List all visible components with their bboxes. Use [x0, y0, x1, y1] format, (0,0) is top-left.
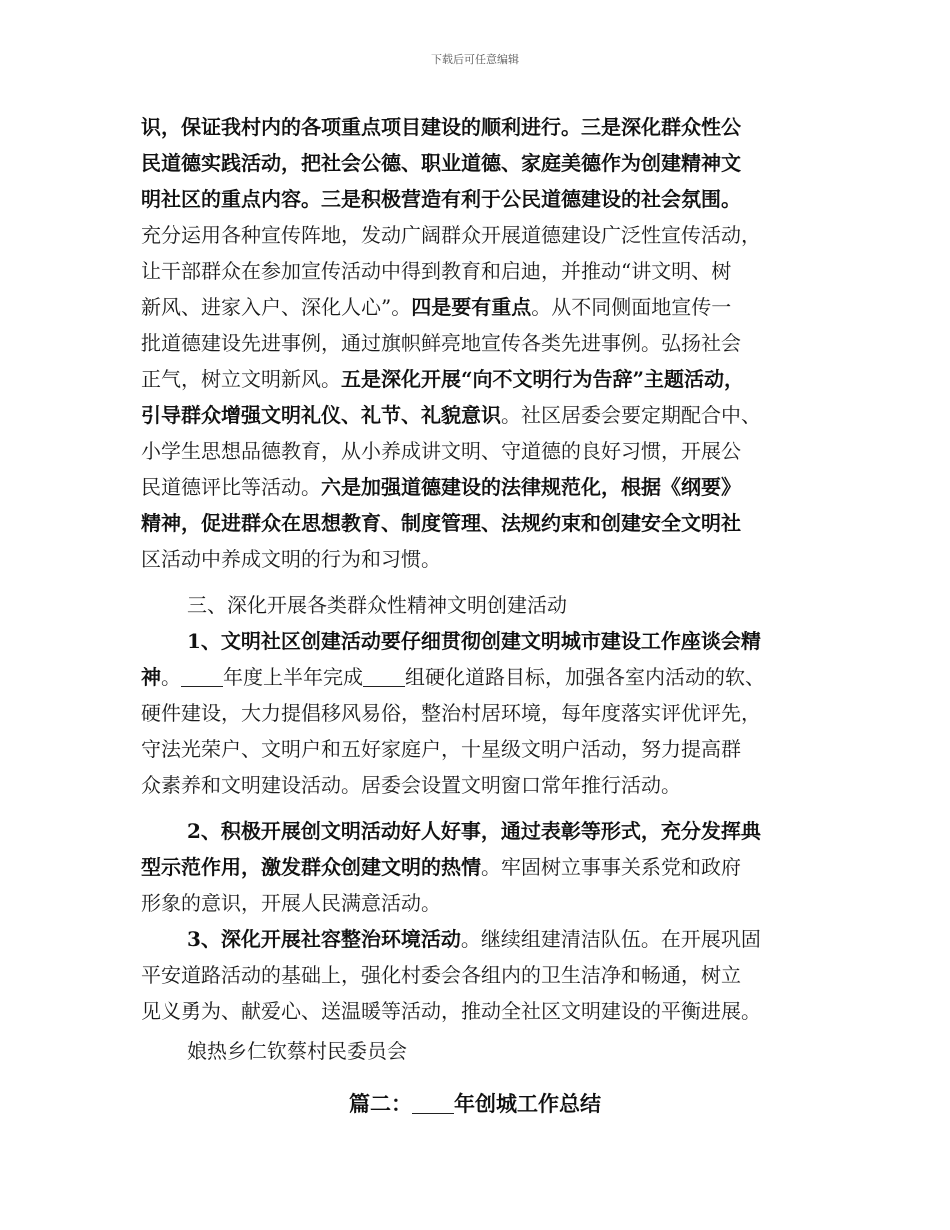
text-run: 形象的意识，开展人民满意活动。 [141, 891, 441, 915]
bold-text-run: 型示范作用，激发群众创建文明的热情 [141, 855, 481, 879]
text-run: 。 [161, 665, 181, 689]
section-title-text: 年创城工作总结 [454, 1091, 601, 1116]
bold-text-run: 识，保证我村内的各项重点项目建设的顺利进行。三是深化群众性公 [141, 115, 741, 139]
bold-text-run: 2、积极开展创文明活动好人好事，通过表彰等形式，充分发挥典 [187, 819, 761, 843]
bold-text-run: 六是加强道德建设的法律规范化，根据《纲要》 [321, 475, 741, 499]
paragraph-line [141, 292, 731, 322]
paragraph-line [141, 996, 761, 1026]
text-run: 正气，树立文明新风。 [141, 367, 341, 391]
text-run: 民道德评比等活动。 [141, 475, 321, 499]
text-run: 年度上半年完成 [223, 665, 363, 689]
paragraph-line [187, 816, 761, 846]
paragraph-line [141, 400, 761, 430]
text-run: 。社区居委会要定期配合中、 [501, 403, 761, 427]
paragraph-line [141, 256, 731, 286]
text-run: 组硬化道路目标，加强各室内活动的软、 [405, 665, 765, 689]
bold-text-run: 神 [141, 665, 161, 689]
paragraph-line [141, 852, 741, 882]
paragraph-line [141, 960, 741, 990]
bold-text-run: 引导群众增强文明礼仪、礼节、礼貌意识 [141, 403, 501, 427]
text-run: 守法光荣户、文明户和五好家庭户，十星级文明户活动，努力提高群 [141, 737, 741, 761]
page-header: 下载后可任意编辑 [431, 53, 519, 66]
paragraph-line [187, 626, 761, 656]
text-run: 。继续组建清洁队伍。在开展巩固 [460, 927, 761, 951]
paragraph-line [141, 508, 741, 538]
text-run: 批道德建设先进事例，通过旗帜鲜亮地宣传各类先进事例。弘扬社会 [141, 331, 741, 355]
paragraph-line [141, 148, 741, 178]
text-run: 硬件建设，大力提倡移风易俗，整治村居环境，每年度落实评优评先， [141, 701, 761, 725]
text-run: 平安道路活动的基础上，强化村委会各组内的卫生洁净和畅通，树立 [141, 963, 741, 987]
paragraph-line [187, 590, 567, 620]
paragraph-line [141, 888, 441, 918]
fill-in-blank [412, 1093, 454, 1114]
text-run: 充分运用各种宣传阵地，发动广阔群众开展道德建设广泛性宣传活动， [141, 223, 761, 247]
bold-text-run: 3、深化开展社容整治环境活动 [187, 927, 461, 951]
paragraph-line [141, 436, 741, 466]
paragraph-line [187, 1036, 407, 1066]
text-run: 见义勇为、献爱心、送温暖等活动，推动全社区文明建设的平衡进展。 [141, 999, 761, 1023]
section-title-text: 篇二： [349, 1091, 412, 1116]
bold-text-run: 精神，促进群众在思想教育、制度管理、法规约束和创建安全文明社 [141, 511, 741, 535]
fill-in-blank [181, 666, 223, 687]
text-run: 区活动中养成文明的行为和习惯。 [141, 547, 441, 571]
paragraph-line [141, 328, 741, 358]
text-run: 新风、进家入户、深化人心”。 [141, 295, 412, 319]
paragraph-line [141, 364, 744, 394]
text-run: 三、深化开展各类群众性精神文明创建活动 [187, 593, 567, 617]
section-title [0, 1088, 950, 1120]
paragraph-line [141, 734, 741, 764]
text-run: 众素养和文明建设活动。居委会设置文明窗口常年推行活动。 [141, 773, 681, 797]
paragraph-line [141, 662, 765, 692]
paragraph-line [141, 220, 761, 250]
bold-text-run: 五是深化开展“向不文明行为告辞”主题活动， [341, 367, 745, 391]
paragraph-line [141, 472, 741, 502]
paragraph-line [141, 112, 741, 142]
bold-text-run: 民道德实践活动，把社会公德、职业道德、家庭美德作为创建精神文 [141, 151, 741, 175]
paragraph-line [187, 924, 761, 954]
paragraph-line [141, 544, 441, 574]
fill-in-blank [363, 666, 405, 687]
bold-text-run: 1、文明社区创建活动要仔细贯彻创建文明城市建设工作座谈会精 [187, 629, 761, 653]
paragraph-line [141, 770, 681, 800]
text-run: 娘热乡仁钦蔡村民委员会 [187, 1039, 407, 1063]
bold-text-run: 四是要有重点 [411, 295, 532, 319]
text-run: 。牢固树立事事关系党和政府 [481, 855, 741, 879]
paragraph-line [141, 698, 761, 728]
paragraph-line [141, 184, 741, 214]
text-run: 小学生思想品德教育，从小养成讲文明、守道德的良好习惯，开展公 [141, 439, 741, 463]
text-run: 让干部群众在参加宣传活动中得到教育和启迪，并推动“讲文明、树 [141, 259, 732, 283]
bold-text-run: 明社区的重点内容。三是积极营造有利于公民道德建设的社会氛围。 [141, 187, 741, 211]
text-run: 。从不同侧面地宣传一 [531, 295, 732, 319]
